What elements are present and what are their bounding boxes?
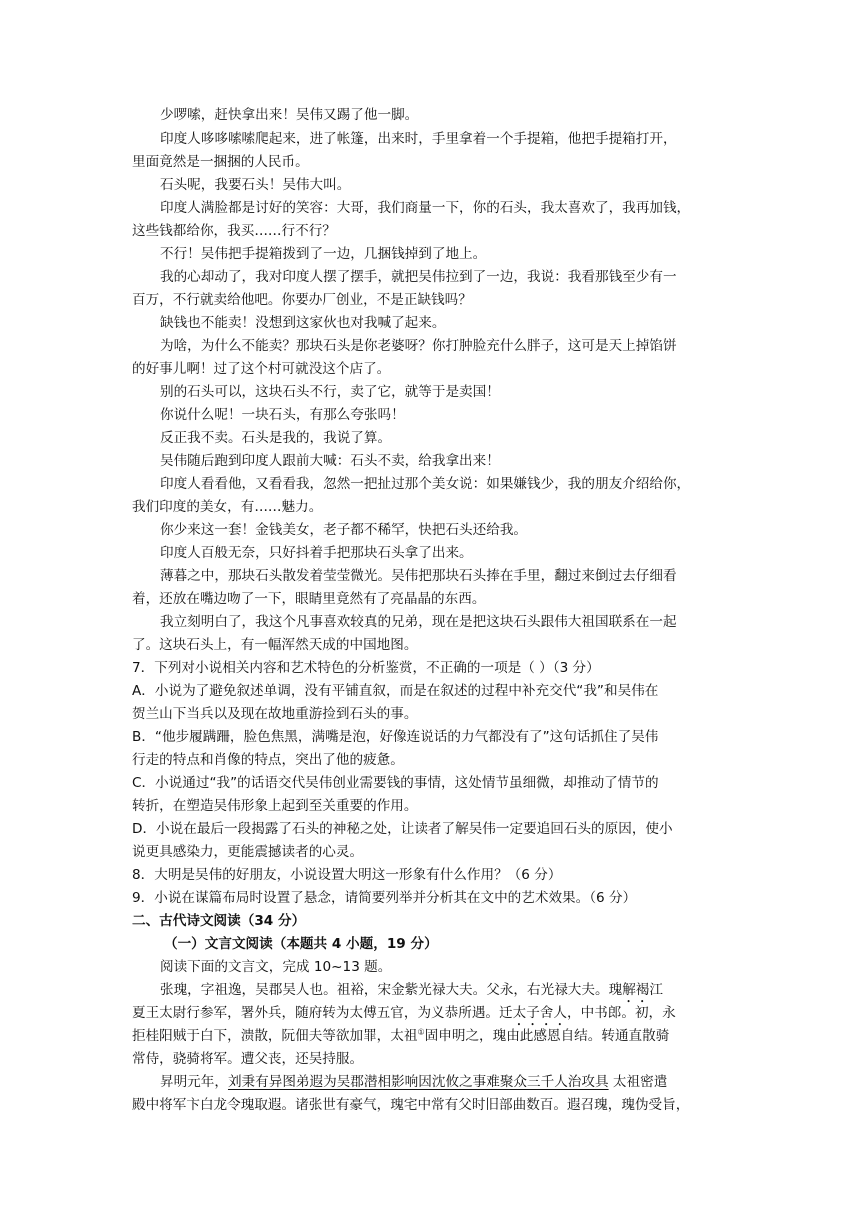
story-line: 的好事儿啊！过了这个村可就没这个店了。 [132,361,391,377]
option-a-cont: 贺兰山下当兵以及现在故地重游捡到石头的事。 [132,706,418,722]
story-line: 石头呢，我要石头！吴伟大叫。 [160,177,351,193]
story-line: 里面竟然是一捆捆的人民币。 [132,154,309,170]
option-b-cont: 行走的特点和肖像的特点，突出了他的疲惫。 [132,752,404,768]
classical-line: 常侍，骁骑将军。遭父丧，还吴持服。 [132,1051,364,1067]
question-8: 8．大明是吴伟的好朋友，小说设置大明这一形象有什么作用？（6 分） [132,867,562,883]
option-c: C．小说通过“我”的话语交代吴伟创业需要钱的事情，这处情节虽细微，却推动了情节的 [132,775,659,791]
classical-line: 张瑰，字祖逸，吴郡吴人也。祖裕，宋金紫光禄大夫。父永，右光禄大夫。瑰解褐江 [160,982,663,998]
question-9: 9．小说在谋篇布局时设置了悬念，请简要列举并分析其在文中的艺术效果。（6 分） [132,890,637,906]
footnote-marker: ① [417,1027,425,1037]
section-heading: 二、古代诗文阅读（34 分） [132,913,306,929]
option-c-cont: 转折，在塑造吴伟形象上起到至关重要的作用。 [132,798,418,814]
option-d: D．小说在最后一段揭露了石头的神秘之处，让读者了解吴伟一定要追回石头的原因，使小 [132,821,673,837]
option-d-cont: 说更具感染力，更能震撼读者的心灵。 [132,844,364,860]
story-line: 少啰嗦，赶快拿出来！吴伟又踢了他一脚。 [160,107,419,123]
classical-line: 昇明元年，刘秉有异图弟遐为吴郡潜相影响因沈攸之事难聚众三千人治攻具 太祖密遣 [160,1074,668,1090]
story-line: 你少来这一套！金钱美女，老子都不稀罕，快把石头还给我。 [160,522,528,538]
story-line: 了。这块石头上，有一幅浑然天成的中国地图。 [132,637,418,653]
classical-line: 殿中将军卞白龙令瑰取遐。诸张世有豪气，瑰宅中常有父时旧部曲数百。遐召瑰，瑰伪受旨， [132,1097,690,1113]
story-line: 我的心却动了，我对印度人摆了摆手，就把吴伟拉到了一边，我说：我看那钱至少有一 [160,269,677,285]
emphasis-char: 解 [622,982,636,998]
story-line: 缺钱也不能卖！没想到这家伙也对我喊了起来。 [160,315,446,331]
classical-line: 夏王太尉行参军，署外兵，随府转为太傅五官，为义恭所遇。迁太子舍人，中书郎。初，永 [132,1005,676,1021]
option-a: A．小说为了避免叙述单调，没有平铺直叙，而是在叙述的过程中补充交代“我”和吴伟在 [132,683,659,699]
story-line: 印度人满脸都是讨好的笑容：大哥，我们商量一下，你的石头，我太喜欢了，我再加钱， [160,200,691,216]
story-line: 我们印度的美女，有……魅力。 [132,499,323,515]
emphasis-term: 太子舍人 [512,1005,567,1021]
story-line: 吴伟随后跑到印度人跟前大喊：石头不卖，给我拿出来！ [160,453,500,469]
question-7: 7．下列对小说相关内容和艺术特色的分析鉴赏，不正确的一项是（ ）（3 分） [132,660,600,676]
story-line: 别的石头可以，这块石头不行，卖了它，就等于是卖国！ [160,384,500,400]
story-line: 这些钱都给你，我买……行不行？ [132,223,336,239]
story-line: 印度人看看他，又看看我，忽然一把扯过那个美女说：如果嫌钱少，我的朋友介绍给你， [160,476,691,492]
story-line: 我立刻明白了，我这个凡事喜欢较真的兄弟，现在是把这块石头跟伟大祖国联系在一起 [160,614,677,630]
option-b: B．“他步履蹒跚，脸色焦黑，满嘴是泡，好像连说话的力气都没有了”这句话抓住了吴伟 [132,729,659,745]
story-line: 薄暮之中，那块石头散发着莹莹微光。吴伟把那块石头捧在手里，翻过来倒过去仔细看 [160,568,677,584]
emphasis-char: 褐 [635,982,650,998]
story-line: 为啥，为什么不能卖？那块石头是你老婆呀？你打肿脸充什么胖子，这可是天上掉馅饼 [160,338,677,354]
subsection-heading: （一）文言文阅读（本题共 4 小题，19 分） [164,936,438,952]
story-line: 不行！吴伟把手提箱拨到了一边，几捆钱掉到了地上。 [160,246,487,262]
story-line: 反正我不卖。石头是我的，我说了算。 [160,430,392,446]
story-line: 印度人百般无奈，只好抖着手把那块石头拿了出来。 [160,545,473,561]
underlined-sentence: 刘秉有异图弟遐为吴郡潜相影响因沈攸之事难聚众三千人治攻具 [227,1074,609,1090]
story-line: 着，还放在嘴边吻了一下，眼睛里竟然有了亮晶晶的东西。 [132,591,486,607]
classical-line: 拒桂阳贼于白下，溃散，阮佃夫等欲加罪，太祖①固申明之，瑰由此感恩自结。转通直散骑 [132,1027,670,1044]
story-line: 印度人哆哆嗦嗦爬起来，进了帐篷，出来时，手里拿着一个手提箱，他把手提箱打开， [160,131,677,147]
story-line: 你说什么呢！一块石头，有那么夸张吗！ [160,407,405,423]
story-line: 百万，不行就卖给他吧。你要办厂创业，不是正缺钱吗？ [132,292,472,308]
reading-instruction: 阅读下面的文言文，完成 10~13 题。 [160,959,392,975]
